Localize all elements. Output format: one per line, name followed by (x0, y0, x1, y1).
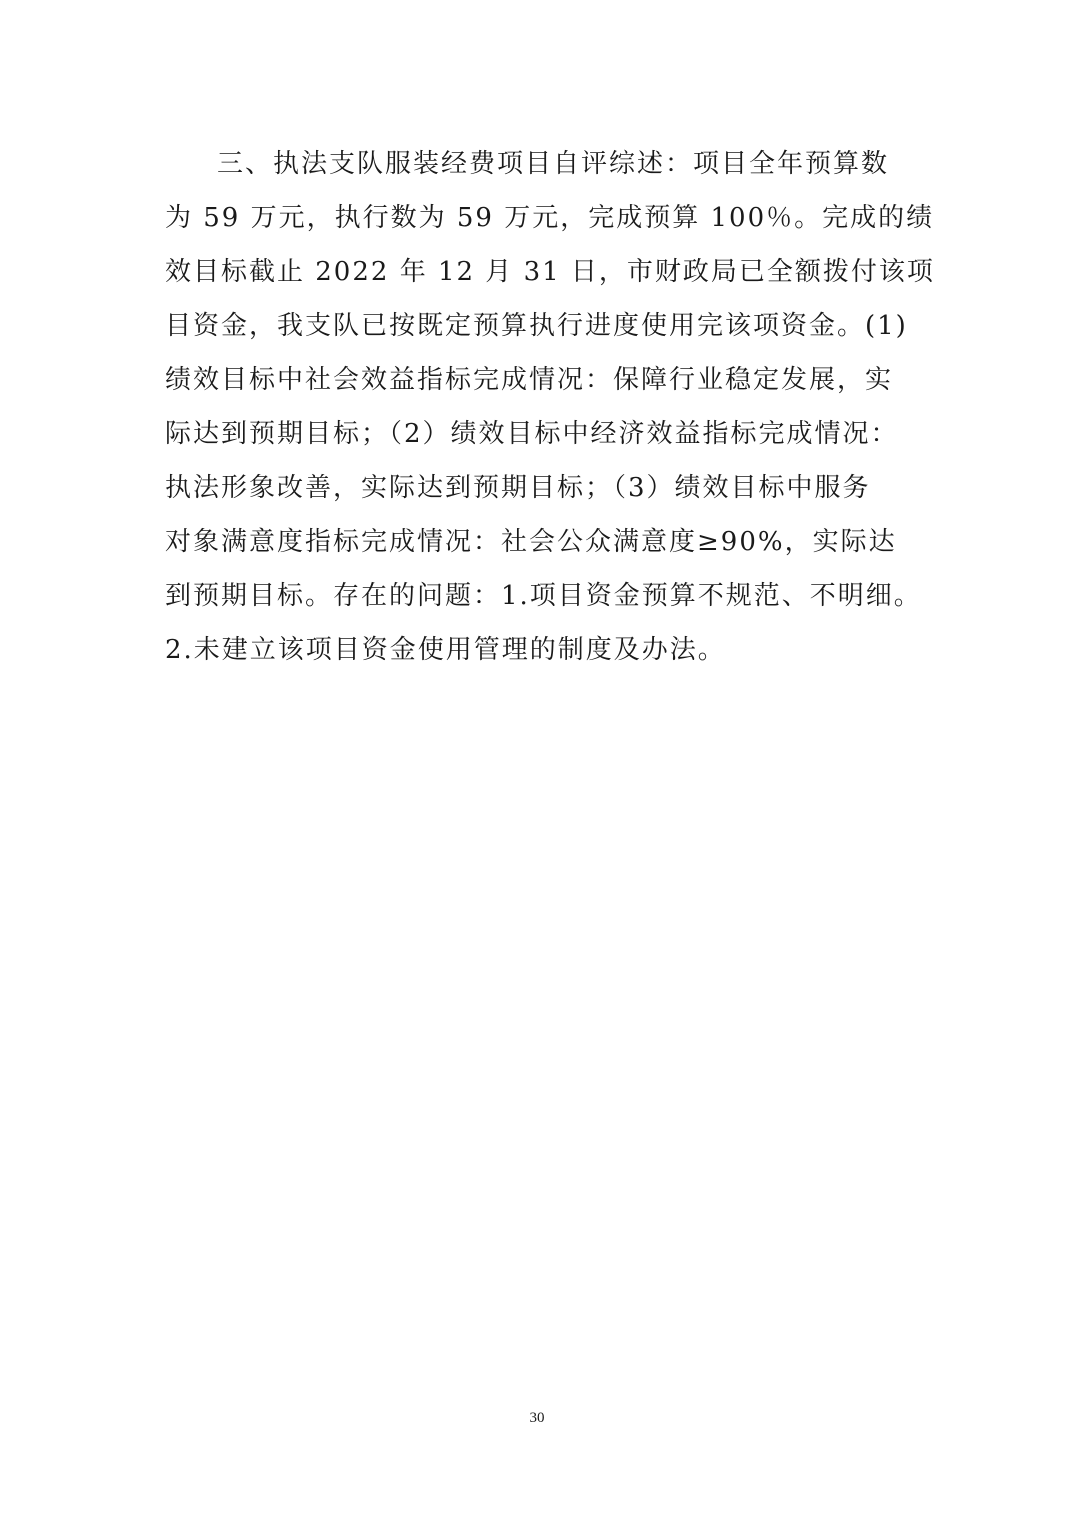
paragraph-line: 到预期目标。存在的问题：1.项目资金预算不规范、不明细。 (165, 581, 922, 611)
paragraph-line: 效目标截止 2022 年 12 月 31 日，市财政局已全额拨付该项 (165, 257, 935, 287)
paragraph-line: 际达到预期目标；（2）绩效目标中经济效益指标完成情况： (165, 419, 899, 449)
paragraph-line: 对象满意度指标完成情况：社会公众满意度≥90%，实际达 (165, 527, 897, 557)
page-number: 30 (529, 1410, 545, 1426)
paragraph-line: 目资金，我支队已按既定预算执行进度使用完该项资金。(1) (165, 311, 908, 341)
body-paragraph (165, 137, 935, 677)
paragraph-line: 执法形象改善，实际达到预期目标；（3）绩效目标中服务 (165, 473, 871, 503)
paragraph-line: 为 59 万元，执行数为 59 万元，完成预算 100％。完成的绩 (165, 203, 935, 233)
paragraph-line: 绩效目标中社会效益指标完成情况：保障行业稳定发展，实 (165, 365, 894, 395)
paragraph-line: 2.未建立该项目资金使用管理的制度及办法。 (165, 635, 726, 665)
paragraph-line: 三、执法支队服装经费项目自评综述：项目全年预算数 (217, 149, 890, 179)
